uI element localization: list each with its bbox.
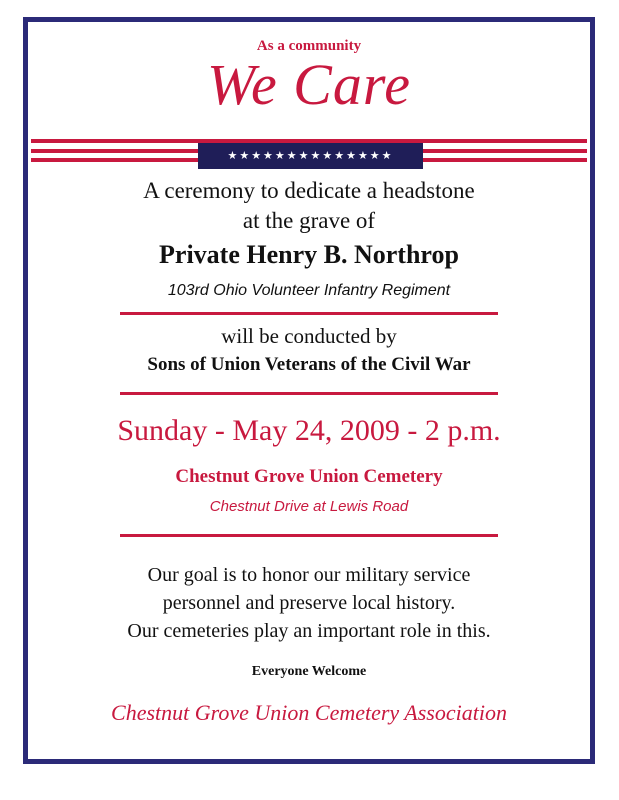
association-name: Chestnut Grove Union Cemetery Association bbox=[111, 700, 507, 725]
star-field-icon: ★★★★★★★★★★★★★★ bbox=[198, 143, 423, 169]
divider bbox=[120, 392, 498, 395]
conducted-by-label: will be conducted by bbox=[221, 324, 397, 348]
goal-line-2: personnel and preserve local history. bbox=[162, 592, 456, 614]
ceremony-line-1: A ceremony to dedicate a headstone bbox=[143, 178, 475, 203]
headline: We Care bbox=[206, 52, 412, 117]
location-address: Chestnut Drive at Lewis Road bbox=[209, 498, 409, 515]
goal-line-1: Our goal is to honor our military service bbox=[147, 564, 471, 586]
divider bbox=[120, 312, 498, 315]
event-date-time: Sunday - May 24, 2009 - 2 p.m. bbox=[117, 414, 501, 447]
divider bbox=[120, 534, 498, 537]
page-border bbox=[23, 17, 595, 764]
regiment: 103rd Ohio Volunteer Infantry Regiment bbox=[167, 282, 451, 299]
ceremony-line-2: at the grave of bbox=[242, 208, 376, 233]
intro-text: As a community bbox=[256, 38, 362, 54]
location-name: Chestnut Grove Union Cemetery bbox=[175, 466, 443, 487]
goal-line-3: Our cemeteries play an important role in this. bbox=[127, 620, 491, 642]
honoree-name: Private Henry B. Northrop bbox=[159, 240, 459, 269]
welcome-text: Everyone Welcome bbox=[251, 664, 367, 679]
organization-name: Sons of Union Veterans of the Civil War bbox=[147, 354, 471, 375]
